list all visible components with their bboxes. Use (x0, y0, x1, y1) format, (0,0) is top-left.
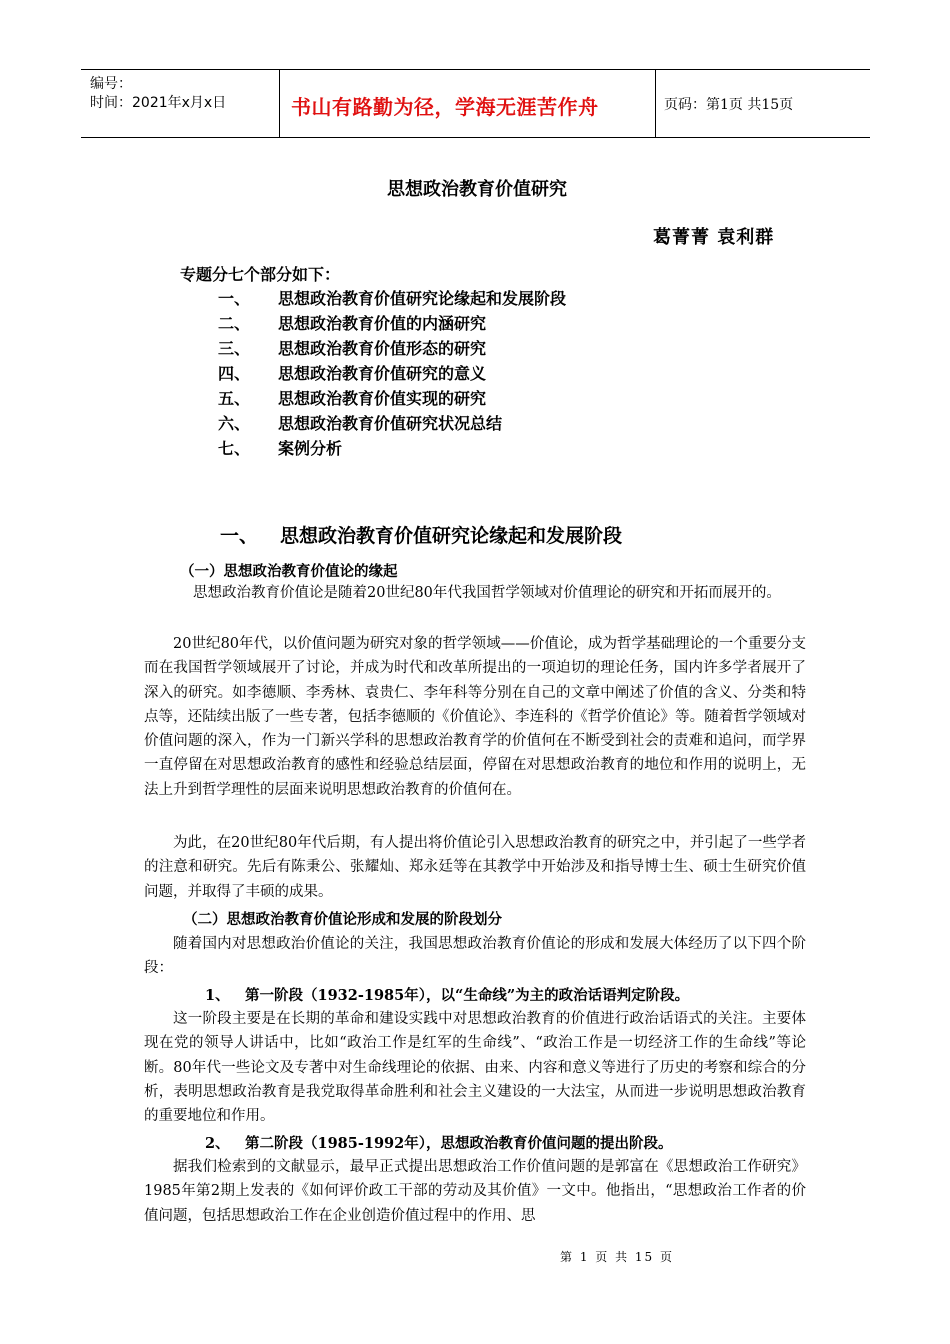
paragraph: 这一阶段主要是在长期的革命和建设实践中对思想政治教育的价值进行政治话语式的关注。主要体现在党的领导人讲话中，比如“政治工作是红军的生命线”、“政治工作是一切经济工作的生命线”等论断。80年代一些论文及专著中对生命线理论的依据、由来、内容和意义等进行了历史的考察和综合的分析，表明思想政治教育是我党取得革命胜利和社会主义建设的一大法宝，从而进一步说明思想政治教育的重要地位和作用。 (144, 1011, 806, 1125)
paragraph: 20世纪80年代，以价值问题为研究对象的哲学领域——价值论，成为哲学基础理论的一个重要分支而在我国哲学领域展开了讨论，并成为时代和改革所提出的一项迫切的理论任务，国内许多学者展开了深入的研究。如李德顺、李秀林、袁贵仁、李年科等分别在自己的文章中阐述了价值的含义、分类和特点等，还陆续出版了一些专著，包括李德顺的《价值论》、李连科的《哲学价值论》等。随着哲学领域对价值问题的深入，作为一门新兴学科的思想政治教育学的价值何在不断受到社会的责难和追问，而学界一直停留在对思想政治教育的感性和经验总结层面，停留在对思想政治教育的地位和作用的说明上，无法上升到哲学理性的层面来说明思想政治教育的价值何在。 (144, 636, 806, 798)
toc-item-number: 二、 (218, 314, 251, 333)
page-footer: 第 1 页 共 15 页 (560, 1250, 674, 1264)
toc-item-text: 思想政治教育价值实现的研究 (278, 389, 487, 408)
toc-item-number: 一、 (218, 289, 251, 308)
toc-item-number: 三、 (218, 339, 251, 358)
paragraph: 随着国内对思想政治价值论的关注，我国思想政治教育价值论的形成和发展大体经历了以下四个阶段： (144, 936, 806, 977)
paragraph: 思想政治教育价值论是随着20世纪80年代我国哲学领域对价值理论的研究和开拓而展开的。 (193, 585, 781, 601)
page-header-table (81, 69, 870, 138)
toc-item (218, 311, 718, 336)
stage-title: 第二阶段（1985-1992年），思想政治教育价值问题的提出阶段。 (245, 1135, 673, 1152)
motto: 书山有路勤为径，学海无涯苦作舟 (291, 95, 599, 119)
stage-heading (205, 984, 689, 1005)
header-page-cell (656, 70, 870, 137)
paragraph: 为此，在20世纪80年代后期，有人提出将价值论引入思想政治教育的研究之中，并引起了一些学者的注意和研究。先后有陈秉公、张耀灿、郑永廷等在其教学中开始涉及和指导博士生、硕士生研究价值问题，并取得了丰硕的成果。 (144, 835, 806, 900)
toc-item (218, 361, 718, 386)
subheading-origin: （一）思想政治教育价值论的缘起 (180, 563, 398, 580)
toc-item-number: 五、 (218, 389, 251, 408)
section-title: 思想政治教育价值研究论缘起和发展阶段 (280, 525, 623, 547)
toc-item (218, 411, 718, 436)
toc-item (218, 336, 718, 361)
time-label: 时间：2021年x月x日 (90, 95, 227, 111)
toc-item-number: 四、 (218, 364, 251, 383)
section-number: 一、 (220, 525, 259, 547)
section-heading (220, 521, 622, 548)
toc-item-text: 思想政治教育价值的内涵研究 (278, 314, 487, 333)
header-meta-cell (81, 70, 280, 137)
toc-item-number: 七、 (218, 439, 251, 458)
stage-number: 1、 (205, 987, 230, 1004)
number-label: 编号： (90, 76, 132, 92)
toc-item (218, 286, 718, 311)
toc-item-text: 思想政治教育价值形态的研究 (278, 339, 487, 358)
stage-number: 2、 (205, 1135, 230, 1152)
toc-item-text: 案例分析 (278, 439, 343, 458)
toc-list (218, 286, 718, 461)
stage-title: 第一阶段（1932-1985年），以“生命线”为主的政治话语判定阶段。 (245, 987, 690, 1004)
page-indicator: 页码：第1页 共15页 (664, 97, 794, 113)
doc-title: 思想政治教育价值研究 (387, 179, 567, 200)
toc-item (218, 436, 718, 461)
subheading-stages: （二）思想政治教育价值论形成和发展的阶段划分 (183, 911, 502, 928)
toc-item (218, 386, 718, 411)
paragraph: 据我们检索到的文献显示，最早正式提出思想政治工作价值问题的是郭富在《思想政治工作研究》1985年第2期上发表的《如何评价政工干部的劳动及其价值》一文中。他指出，“思想政治工作者的价值问题，包括思想政治工作在企业创造价值过程中的作用、思 (144, 1159, 806, 1224)
stage-heading (205, 1132, 672, 1153)
toc-intro: 专题分七个部分如下： (180, 265, 341, 284)
toc-item-text: 思想政治教育价值研究状况总结 (278, 414, 503, 433)
header-motto-cell (280, 70, 656, 137)
toc-item-text: 思想政治教育价值研究论缘起和发展阶段 (278, 289, 567, 308)
toc-item-number: 六、 (218, 414, 251, 433)
doc-authors: 葛菁菁 袁利群 (653, 227, 775, 248)
toc-item-text: 思想政治教育价值研究的意义 (278, 364, 487, 383)
